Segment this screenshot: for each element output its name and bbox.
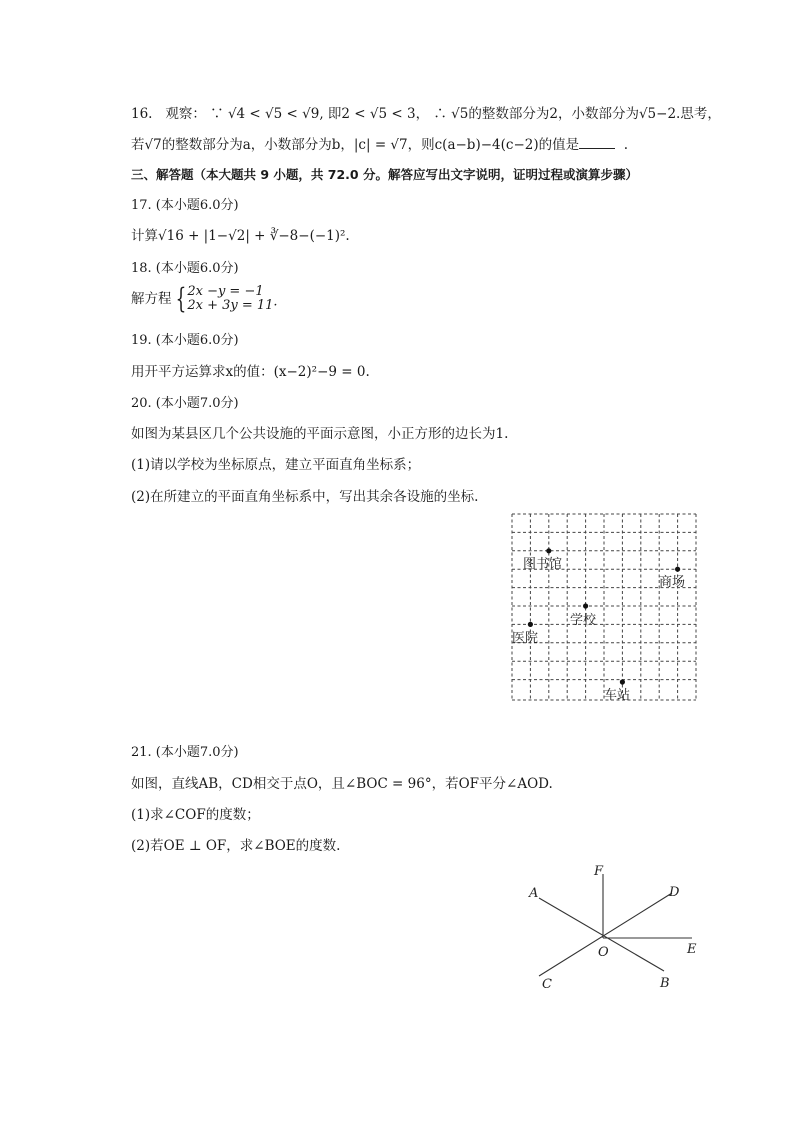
therefore-symbol: ∴: [433, 106, 447, 122]
q16-number: 16.: [131, 106, 153, 122]
q21-head: 21. (本小题7.0分): [131, 745, 239, 760]
answer-blank: [579, 134, 615, 149]
hospital-point: [528, 622, 533, 627]
facility-grid-map: [510, 512, 700, 704]
mall-point: [675, 567, 680, 572]
equation-2: 2x + 3y = 11·: [187, 298, 278, 313]
line-ab: [539, 898, 664, 971]
q16-question: 若√7的整数部分为a，小数部分为b，|c| = √7，则c(a−b)−4(c−2)的值是: [131, 137, 580, 153]
q21-part2: (2)若OE ⊥ OF，求∠BOE的度数.: [131, 838, 341, 854]
mall-label: 商场: [659, 575, 686, 590]
q20-head: 20. (本小题7.0分): [131, 396, 239, 411]
station-label: 车站: [604, 688, 631, 703]
label-o: O: [598, 945, 609, 960]
angle-figure: [520, 860, 710, 995]
q19-body: 用开平方运算求x的值：(x−2)²−9 = 0.: [131, 364, 370, 380]
label-a: A: [529, 886, 539, 901]
q16-text-a: 观察：: [165, 106, 206, 122]
because-symbol: ∵: [210, 106, 224, 122]
hospital-label: 医院: [512, 631, 539, 646]
q16-text-b: 即2 < √5 < 3，: [327, 106, 430, 122]
q17-body: 计算√16 + |1−√2| + ∛−8−(−1)².: [131, 228, 350, 244]
q21-intro: 如图，直线AB，CD相交于点O，且∠BOC = 96°，若OF平分∠AOD.: [131, 776, 553, 792]
q16-inequality: √4 < √5 < √9,: [227, 106, 324, 122]
label-b: B: [660, 976, 670, 991]
station-point: [620, 679, 625, 684]
label-f: F: [594, 864, 604, 879]
grid-lines: [512, 514, 696, 700]
q18-prefix: 解方程: [131, 291, 172, 307]
label-e: E: [687, 942, 697, 957]
q20-intro: 如图为某县区几个公共设施的平面示意图，小正方形的边长为1.: [131, 426, 509, 442]
label-c: C: [542, 977, 552, 992]
school-point: [583, 603, 588, 608]
q20-part1: (1)请以学校为坐标原点，建立平面直角坐标系；: [131, 457, 421, 473]
q17-head: 17. (本小题6.0分): [131, 198, 239, 213]
q16-text-c: √5的整数部分为2，小数部分为√5−2.思考，: [451, 106, 721, 122]
equation-system: [187, 285, 277, 313]
library-point: [546, 548, 551, 553]
q16-end: .: [623, 137, 629, 153]
q16-line2: [131, 134, 628, 155]
school-label: 学校: [570, 613, 597, 628]
equation-1: 2x −y = −1: [187, 284, 264, 299]
q19-head: 19. (本小题6.0分): [131, 333, 239, 348]
library-label: 图书馆: [523, 557, 563, 572]
q18-body: [131, 282, 278, 315]
section-heading: 三、解答题（本大题共 9 小题，共 72.0 分。解答应写出文字说明，证明过程或演算步骤）: [131, 167, 638, 182]
q21-part1: (1)求∠COF的度数；: [131, 807, 260, 823]
q16-line1: [131, 104, 721, 124]
brace-icon: {: [175, 282, 186, 315]
q18-head: 18. (本小题6.0分): [131, 261, 239, 276]
q20-part2: (2)在所建立的平面直角坐标系中，写出其余各设施的坐标.: [131, 489, 479, 505]
label-d: D: [669, 885, 680, 900]
